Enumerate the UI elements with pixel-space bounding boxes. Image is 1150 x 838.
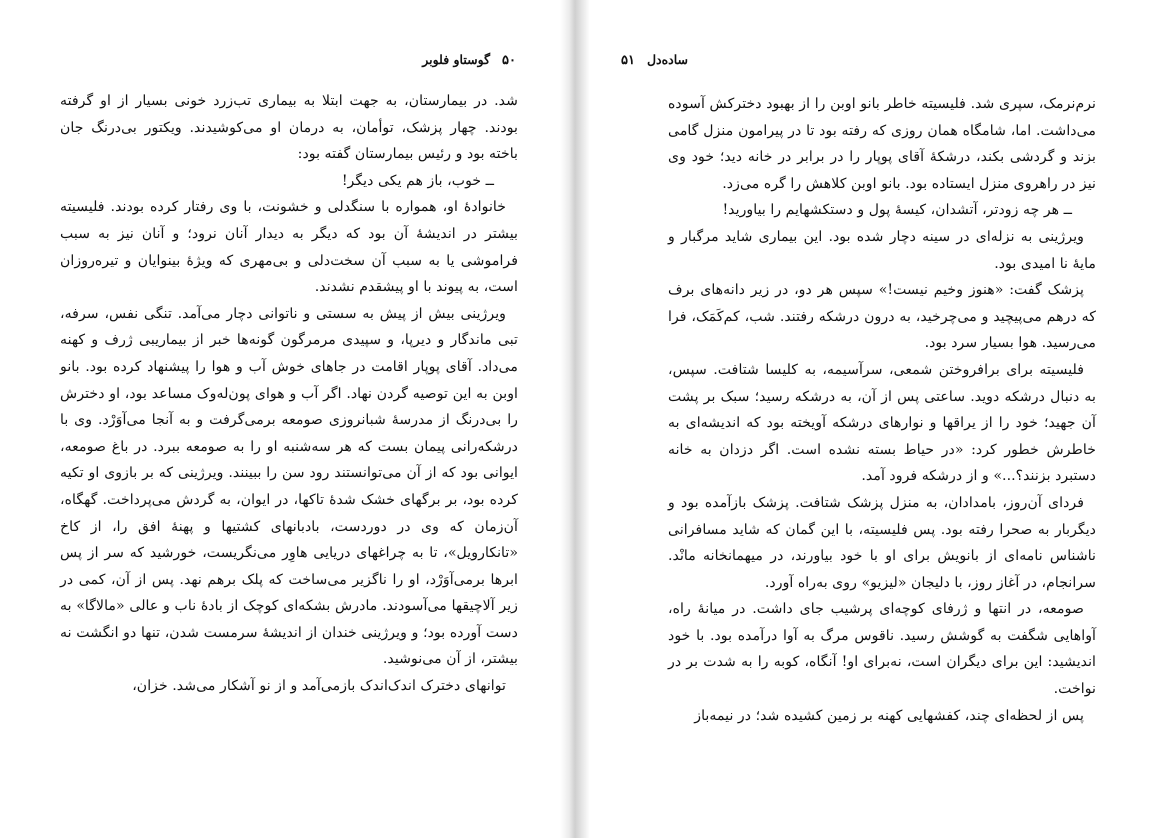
left-page-text xyxy=(60,88,518,700)
paragraph: توانهای دخترک اندک‌اندک بازمی‌آمد و از نو آشکار می‌شد. خزان، xyxy=(132,678,506,695)
paragraph: فلیسیته برای برافروختن شمعی، سرآسیمه، به کلیسا شتافت. سپس، به دنبال درشکه دوید. ساعتی پس از آن، به درشکه رسید؛ سبک بر پشت آن جهید؛ خود را از یراقها و نوارهای درشکه آویخته بود که اندیشه‌ای به خاطرش خطور کرد: «در حیاط بسته نشده است. اگر دزدان به خانه دستبرد بزنند؟...» و از درشکه فرود آمد. xyxy=(668,361,1096,485)
paragraph: نرم‌نرمک، سپری شد. فلیسیته خاطر بانو اوبن را از بهبود دخترکش آسوده می‌داشت. اما، شامگاه همان روزی که رفته بود تا در پیرامون منزل گامی بزند و گردشی بکند، درشکهٔ آقای پوپار را در برابر در خانه دید؛ خود وی نیز در راهروی منزل ایستاده بود. بانو اوبن کلاهش را گره می‌زد. xyxy=(668,96,1096,192)
left-page-header xyxy=(422,52,516,74)
left-margin xyxy=(0,0,48,838)
paragraph: پزشک گفت: «هنوز وخیم نیست!» سپس هر دو، در زیر دانه‌های برف که درهم می‌پیچید و می‌چرخید، به درون درشکه رفتند. شب، کم‌کَمَک، فرا می‌رسید. هوا بسیار سرد بود. xyxy=(668,282,1096,352)
dialogue-line: ــ هر چه زودتر، آتشدان، کیسهٔ پول و دستکشهایم را بیاورید! xyxy=(722,202,1072,219)
paragraph: شد. در بیمارستان، به جهت ابتلا به بیماری تب‌زرد خونی بسیار از او گرفته بودند. چهار پزشک، توأمان، به درمان او می‌کوشیدند. ویکتور بی‌درنگ جان باخته بود و رئیس بیمارستان گفته بود: xyxy=(60,93,518,163)
right-running-header: ساده‌دل xyxy=(646,52,688,67)
left-page xyxy=(48,0,560,838)
right-page-number: ۵۱ xyxy=(620,53,635,68)
right-page-header xyxy=(621,52,688,74)
paragraph: فردای آن‌روز، بامدادان، به منزل پزشک شتافت. پزشک بازآمده بود و دیگربار به صحرا رفته بود. پس فلیسیته، با این گمان که شاید مسافرانی ناشناس نامه‌ای از بانویش برای او با خود بیاورند، در میهمانخانه مانْد. سرانجام، در آغاز روز، با دلیجان «لیزیو» روی به‌راه آورد. xyxy=(668,494,1096,591)
right-page xyxy=(590,0,1150,838)
left-running-header: گوستاو فلوبر xyxy=(422,52,491,67)
paragraph: ویرژینی به نزله‌ای در سینه دچار شده بود. این بیماری شاید مرگبار و مایهٔ نا امیدی بود. xyxy=(668,228,1096,272)
paragraph: پس از لحظه‌ای چند، کفشهایی کهنه بر زمین کشیده شد؛ در نیمه‌باز xyxy=(694,707,1084,724)
dialogue-line: ــ خوب، باز هم یکی دیگر! xyxy=(341,172,494,189)
right-page-text xyxy=(668,91,1096,729)
paragraph: صومعه، در انتها و ژرفای کوچه‌ای پرشیب جای داشت. در میانهٔ راه، آواهایی شگفت به گوشش رسید. ناقوس مرگ به آوا درآمده بود. با خود اندیشید: این برای دیگران است، نه‌برای او! آنگاه، کوبه را به شدت بر در نواخت. xyxy=(668,601,1096,698)
book-spine xyxy=(560,0,590,838)
paragraph: خانوادهٔ او، همواره با سنگدلی و خشونت، با وی رفتار کرده بودند. فلیسیته بیشتر در اندیشهٔ آن بود که دیگر به دیدار آنان نرود؛ و آنان نیز به سبب فراموشی یا به سبب آن سخت‌دلی و بی‌مهری که ویژهٔ بینوایان و تیره‌روزان است، به پیوند با او پیشقدم نشدند. xyxy=(60,199,518,296)
paragraph: ویرژینی بیش از پیش به سستی و ناتوانی دچار می‌آمد. تنگی نفس، سرفه، تبی ماندگار و دیرپا، و سپیدی مرمرگون گونه‌ها خبر از بیماریبی ژرف و کهنه می‌داد. آقای پوپار اقامت در جاهای خوش آب و هوا را پیشنهاد کرده بود. بانو اوبن به این توصیه گردن نهاد. اگر آب و هوای پون‌له‌وک مساعد بود، او دخترش را بی‌درنگ از مدرسهٔ شبانروزی صومعه برمی‌گرفت و به آنجا می‌آوَرْد. وی با درشکه‌رانی پیمان بست که هر سه‌شنبه او را به صومعه ببرد. در باغ صومعه، ایوانی بود که از آن می‌توانستند رود سن را ببینند. ویرژینی که بر بازوی او تکیه کرده بود، بر برگهای خشک شدهٔ تاکها، در ایوان، به گردش می‌پرداخت. گهگاه، آن‌زمان که وی در دوردست، بادبانهای کشتیها و پهنهٔ افق را، از کاخ «تانکارویل»، تا به چراغهای دریایی هاوِر می‌نگریست، خورشید که سر از پس ابرها برمی‌آوَرْد، او را ناگزیر می‌ساخت که پلک برهم نهد. پس از آن، کمی در زیر آلاچیقها می‌آسودند. مادرش بشکه‌ای کوچک از بادهٔ ناب و عالی «مالاگا» به دست آورده بود؛ و ویرژینی خندان از اندیشهٔ سرمست شدن، تنها دو انگشت نه بیشتر، از آن می‌نوشید. xyxy=(60,305,518,668)
left-page-number: ۵۰ xyxy=(502,53,516,68)
